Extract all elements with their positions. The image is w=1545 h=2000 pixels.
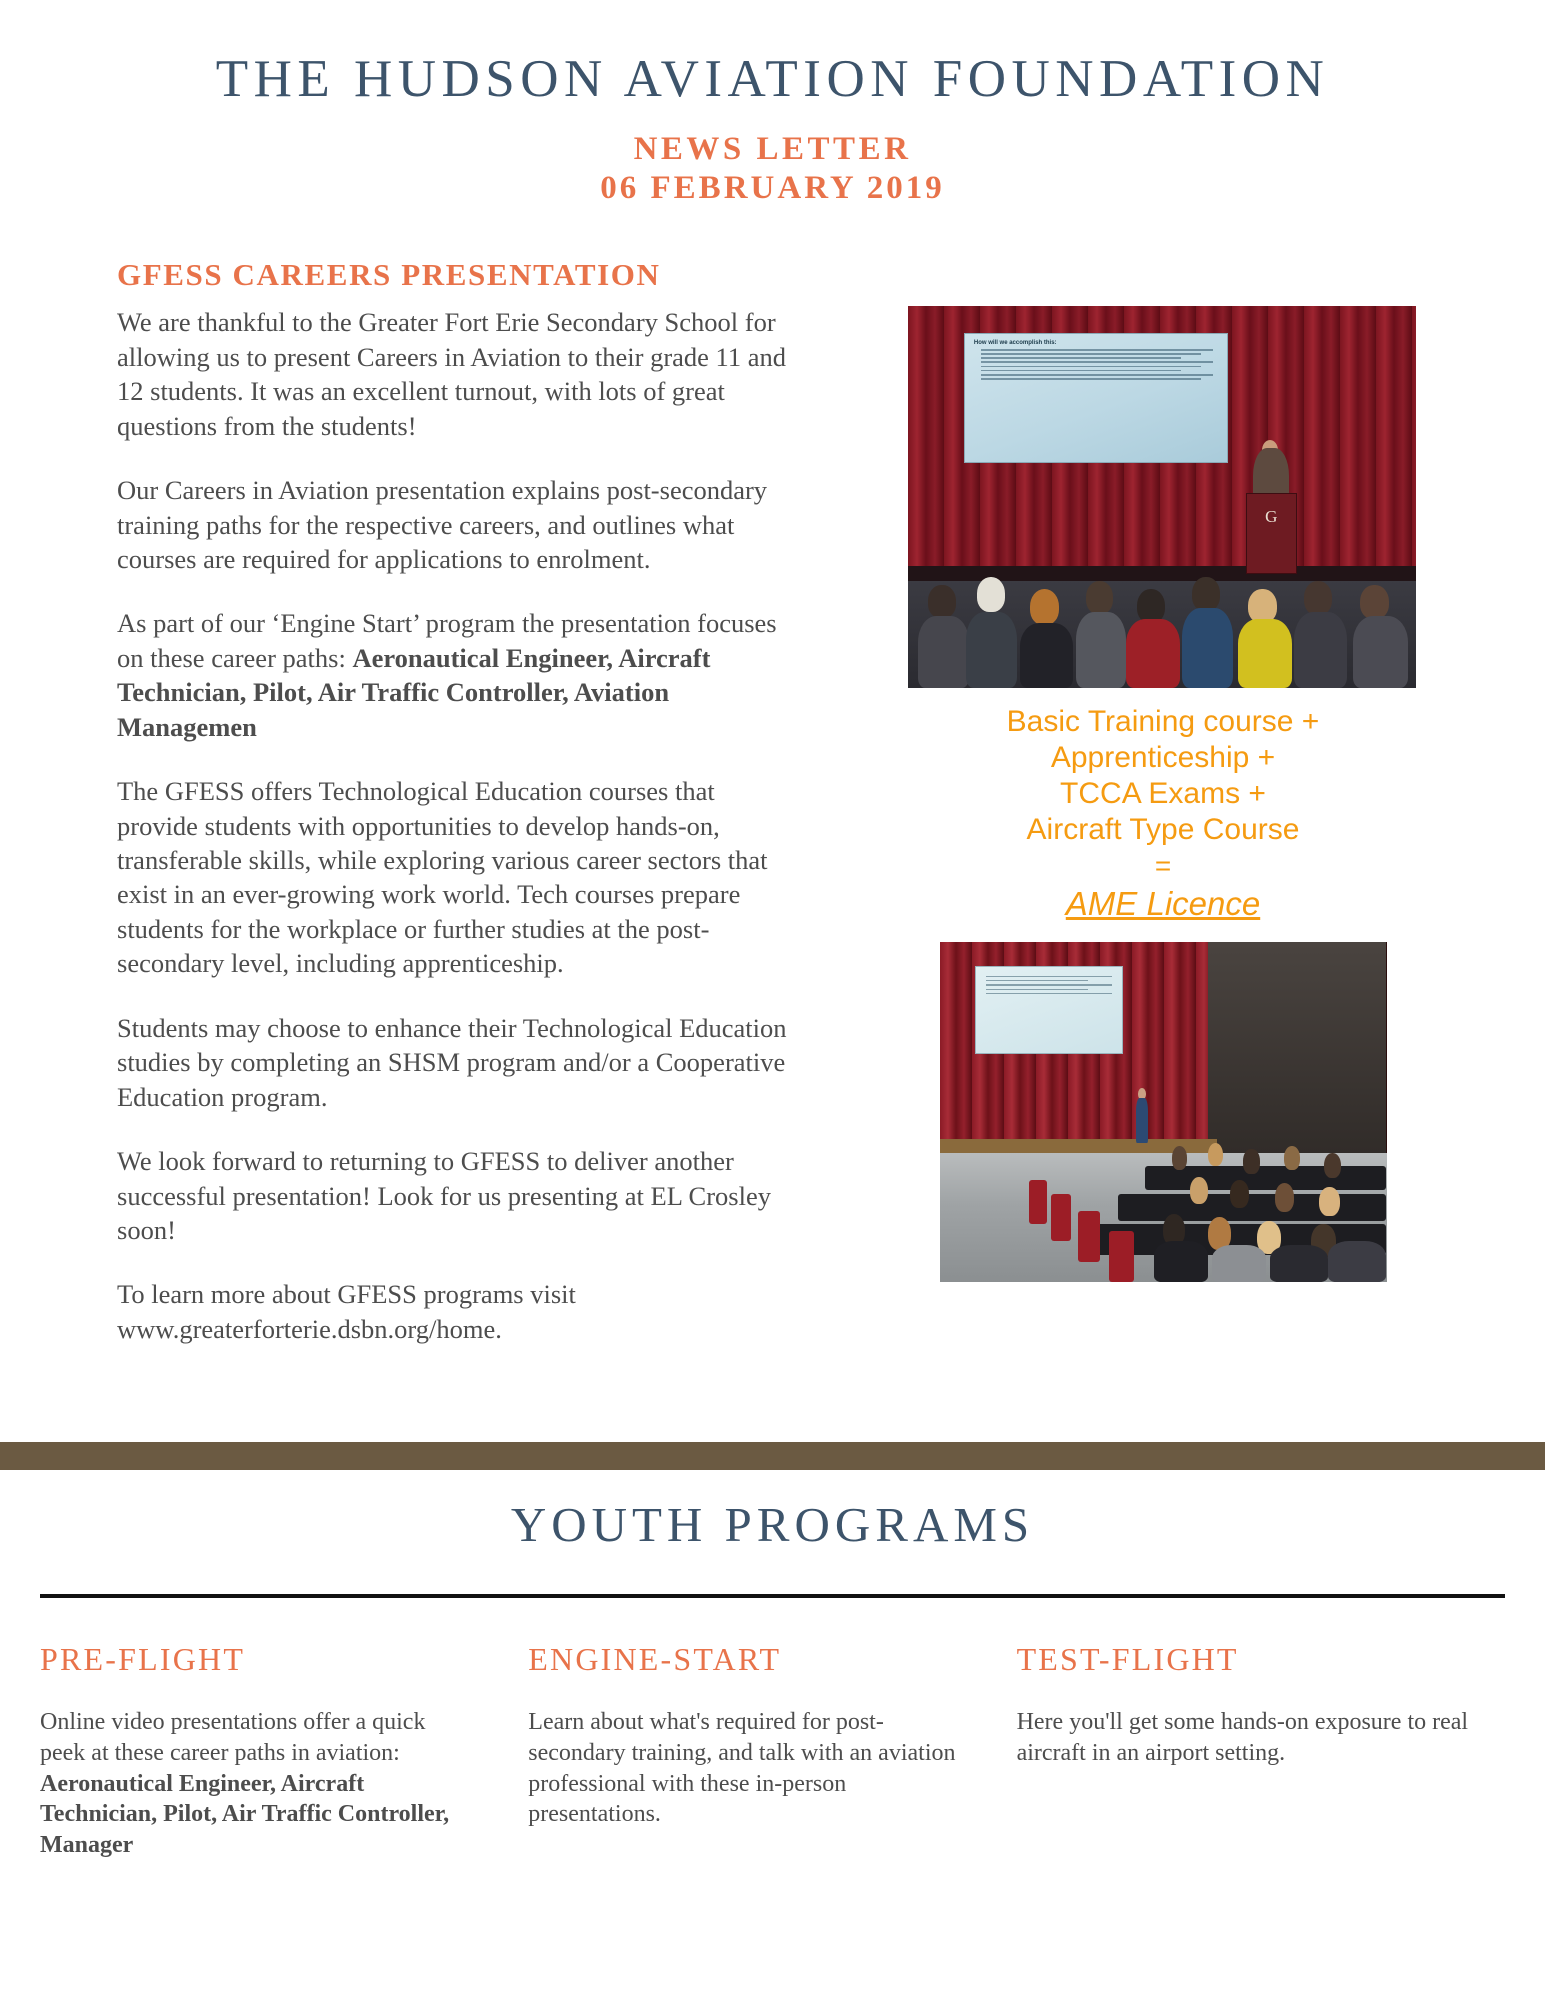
slide-line [981,361,1213,363]
seat [1078,1211,1100,1262]
slide-line [981,370,1181,372]
audience-head [1304,581,1332,615]
podium-logo: G [1265,507,1278,527]
audience-body [1076,612,1127,688]
program-careers-list: Aeronautical Engineer, Aircraft Technician, Pilot, Air Traffic Controller, Manager [40,1770,450,1858]
program-heading-pre-flight: PRE-FLIGHT [40,1640,246,1677]
horizontal-rule [40,1594,1505,1598]
section-divider-bar [0,1442,1545,1470]
audience-body [1328,1241,1386,1282]
media-column [908,306,1418,1282]
audience-head [1319,1187,1340,1216]
podium [1246,493,1297,573]
audience-head [1230,1180,1249,1208]
audience-head [1086,581,1113,614]
seat [1029,1180,1047,1224]
formula-line-4: Aircraft Type Course [1026,813,1300,847]
program-text: Online video presentations offer a quick peek at these career paths in aviation: [40,1709,426,1766]
slide-line [986,976,1112,977]
masthead [0,0,1545,208]
formula-line-1: Basic Training course + [1006,705,1320,739]
audience-head [1275,1183,1295,1212]
youth-programs-title: YOUTH PROGRAMS [510,1497,1035,1552]
program-column-engine-start [528,1642,1016,1861]
program-column-pre-flight [40,1642,528,1861]
audience-head [1243,1149,1259,1173]
formula-equals: = [1154,850,1172,882]
seat-row [1145,1166,1386,1190]
page-title: THE HUDSON AVIATION FOUNDATION [215,50,1330,108]
projection-screen [975,966,1123,1054]
presentation-stage-photo [908,306,1416,688]
audience-body [1238,619,1291,688]
article-paragraph-5: We look forward to returning to GFESS to deliver another successful presentation! Look for us presenting at EL Crosley soon! [117,1146,771,1245]
youth-program-columns [40,1642,1505,1861]
article-paragraph-engine-start [117,606,787,744]
audience-head [1137,589,1165,623]
audience-body [1154,1241,1208,1282]
audience-head [1190,1177,1208,1204]
program-heading-engine-start: ENGINE-START [528,1640,782,1677]
article-paragraph-3: The GFESS offers Technological Education courses that provide students with opportunities to develop hands-on, transferable skills, while exploring various career sectors that exist in an ever-growing work world. Tech courses prepare students for the workplace or further studies at the post-secondary level, including apprenticeship. [117,776,768,979]
program-body-pre-flight [40,1707,470,1861]
article-paragraph-1: We are thankful to the Greater Fort Erie Secondary School for allowing us to present Careers in Aviation to their grade 11 and 12 students. It was an excellent turnout, with lots of great questions from the students! [117,307,786,441]
formula-line-2: Apprenticeship + [1050,741,1276,775]
audience-body [1182,608,1233,688]
audience-body [1126,619,1179,688]
seat [1109,1231,1134,1282]
program-body-test-flight: Here you'll get some hands-on exposure to real aircraft in an airport setting. [1016,1709,1469,1766]
audience-body [1212,1245,1266,1282]
presenter-body [1136,1098,1148,1142]
article-paragraph-4: Students may choose to enhance their Technological Education studies by completing an SHSM program and/or a Cooperative Education program. [117,1012,787,1112]
audience-head [1172,1146,1187,1170]
article-paragraph-2: Our Careers in Aviation presentation explains post-secondary training paths for the respective careers, and outlines what courses are required for applications to enrolment. [117,475,768,574]
slide-line [981,353,1201,355]
slide-line [981,374,1213,376]
slide-line [981,357,1181,359]
main-content [0,256,1545,1344]
slide-line [981,349,1213,351]
program-heading-test-flight: TEST-FLIGHT [1016,1640,1239,1677]
engine-start-intro: As part of our ‘Engine Start’ program the presentation focuses on these career paths: [117,608,777,673]
article-column [117,256,787,1346]
audience-body [966,612,1017,688]
article-heading: GFESS CAREERS PRESENTATION [117,257,661,293]
youth-programs-section [0,1498,1545,1861]
audience-head [928,585,955,617]
audience-head [1030,589,1059,625]
slide-line [986,993,1112,994]
audience-head [1248,589,1276,623]
slide-line [981,366,1201,368]
slide-line [986,980,1088,981]
seat [1051,1194,1071,1242]
audience-head [1208,1143,1223,1167]
audience-head [1192,577,1219,611]
formula-line-3: TCCA Exams + [1060,777,1266,811]
formula-result: AME Licence [1065,885,1261,923]
side-wall [1208,942,1387,1153]
article-paragraph-6: To learn more about GFESS programs visit www.greaterforterie.dsbn.org/home. [117,1279,576,1344]
slide-title: How will we accomplish this: [973,339,1057,346]
ame-formula-block [908,704,1418,926]
seat-row [1118,1194,1386,1221]
program-column-test-flight [1017,1642,1505,1861]
newsletter-label: NEWS LETTER [633,131,912,168]
slide-line [981,378,1201,380]
slide-line [986,984,1112,985]
audience-body [1270,1245,1328,1282]
audience-body [918,616,969,689]
audience-head [1360,585,1388,619]
audience-head [977,577,1005,611]
issue-date: 06 FEBRUARY 2019 [600,170,945,207]
engine-start-careers: Aeronautical Engineer, Aircraft Technician, Pilot, Air Traffic Controller, Aviation Managemen [117,642,711,742]
auditorium-wide-photo [940,942,1387,1282]
audience-head [1324,1153,1341,1178]
program-body-engine-start: Learn about what's required for post-secondary training, and talk with an aviation professional with these in-person presentations. [528,1709,956,1828]
projection-screen [964,333,1228,463]
audience-body [1294,612,1347,688]
slide-line [986,989,1088,990]
audience-head [1284,1146,1300,1170]
audience-body [1020,623,1073,688]
audience-body [1353,616,1409,689]
